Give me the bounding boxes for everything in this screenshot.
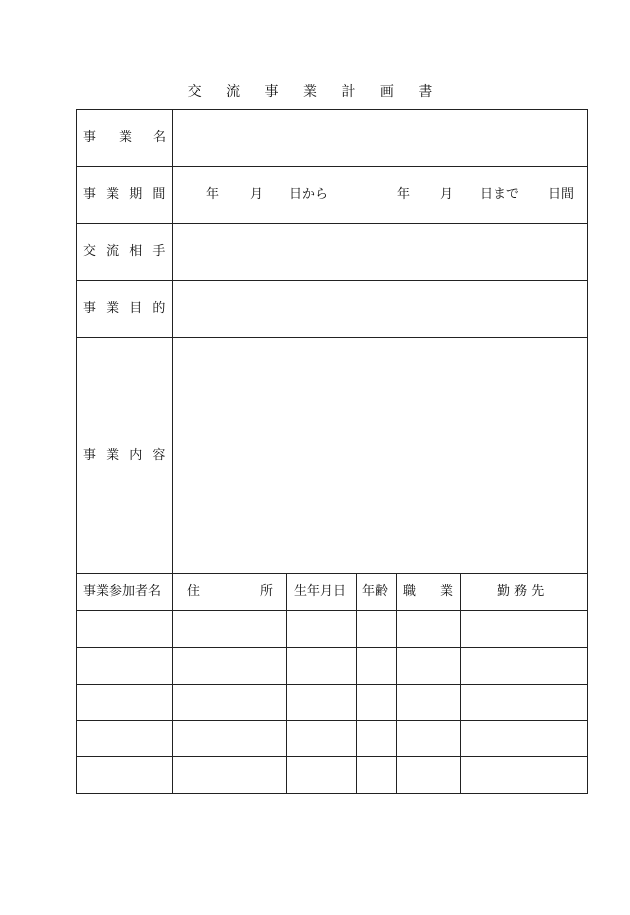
participant-address-cell[interactable] [177, 657, 281, 675]
participant-age-cell[interactable] [361, 657, 391, 675]
participant-occupation-cell[interactable] [401, 620, 455, 638]
participant-address-cell[interactable] [177, 620, 281, 638]
partner-field[interactable] [173, 224, 587, 280]
content-label: 事 業 内 容 [83, 448, 169, 463]
row-divider [77, 573, 587, 574]
header-occupation-left: 職 [403, 584, 417, 599]
participant-occupation-cell[interactable] [401, 657, 455, 675]
participant-row [77, 721, 587, 756]
event-name-label-1: 事 [83, 130, 97, 145]
participant-row [77, 611, 587, 647]
participant-name-cell[interactable] [83, 620, 167, 638]
purpose-field[interactable] [173, 281, 587, 337]
partner-label: 交 流 相 手 [83, 244, 169, 259]
period-end-month: 月 [440, 187, 454, 202]
participant-age-cell[interactable] [361, 730, 391, 748]
participant-row [77, 648, 587, 684]
header-age: 年齢 [362, 584, 389, 599]
header-address-right: 所 [260, 584, 274, 599]
period-end-year: 年 [397, 187, 411, 202]
participant-row [77, 757, 587, 793]
participant-address-cell[interactable] [177, 694, 281, 712]
event-name-field[interactable] [173, 110, 587, 166]
participant-birthdate-cell[interactable] [291, 694, 351, 712]
period-label: 事 業 期 間 [83, 187, 169, 202]
period-start-day: 日から [289, 187, 329, 202]
header-occupation-right: 業 [440, 584, 454, 599]
participant-name-cell[interactable] [83, 694, 167, 712]
participant-birthdate-cell[interactable] [291, 657, 351, 675]
participant-workplace-cell[interactable] [465, 730, 581, 748]
participant-age-cell[interactable] [361, 694, 391, 712]
purpose-label: 事 業 目 的 [83, 301, 169, 316]
period-days: 日間 [548, 187, 575, 202]
participant-address-cell[interactable] [177, 730, 281, 748]
event-name-label-3: 名 [153, 130, 167, 145]
participant-name-cell[interactable] [83, 766, 167, 784]
participant-birthdate-cell[interactable] [291, 766, 351, 784]
participant-occupation-cell[interactable] [401, 766, 455, 784]
participant-occupation-cell[interactable] [401, 730, 455, 748]
participant-address-cell[interactable] [177, 766, 281, 784]
document-title: 交 流 事 業 計 画 書 [187, 84, 443, 100]
participant-age-cell[interactable] [361, 766, 391, 784]
participant-age-cell[interactable] [361, 620, 391, 638]
participant-row [77, 685, 587, 720]
participant-name-cell[interactable] [83, 730, 167, 748]
event-name-label-2: 業 [119, 130, 133, 145]
header-birthdate: 生年月日 [294, 584, 347, 599]
period-start-month: 月 [250, 187, 264, 202]
participant-name-cell[interactable] [83, 657, 167, 675]
period-end-day: 日まで [480, 187, 520, 202]
content-field[interactable] [173, 338, 587, 573]
participant-occupation-cell[interactable] [401, 694, 455, 712]
plan-form [76, 109, 588, 794]
period-field[interactable] [173, 167, 587, 223]
period-start-year: 年 [206, 187, 220, 202]
participant-birthdate-cell[interactable] [291, 620, 351, 638]
header-participant-name: 事業参加者名 [83, 584, 162, 599]
header-address-left: 住 [187, 584, 201, 599]
header-workplace: 勤 務 先 [497, 584, 545, 599]
participant-workplace-cell[interactable] [465, 766, 581, 784]
participant-workplace-cell[interactable] [465, 657, 581, 675]
participant-workplace-cell[interactable] [465, 694, 581, 712]
participant-workplace-cell[interactable] [465, 620, 581, 638]
participant-birthdate-cell[interactable] [291, 730, 351, 748]
